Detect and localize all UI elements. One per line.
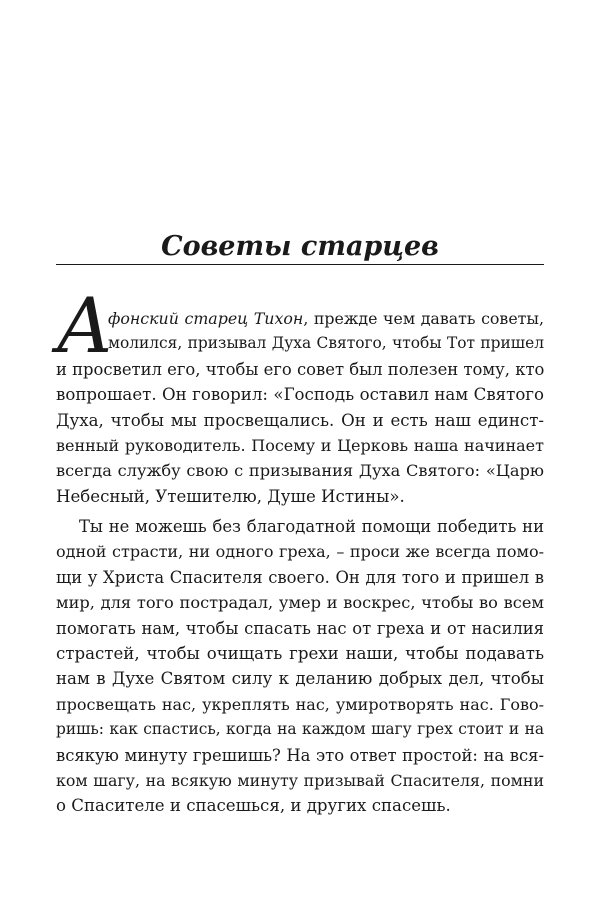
title-underline-rule (56, 264, 544, 265)
paragraph-1-line (56, 306, 544, 331)
section-title: Советы старцев (161, 231, 439, 262)
line-1-rest: , прежде чем давать советы, (303, 309, 545, 328)
paragraph-2-line: щи у Христа Спасителя своего. Он для того и пришел в (56, 567, 544, 587)
paragraph-2-line: просвещать нас, укреплять нас, умиротворять нас. Гово- (56, 694, 544, 714)
paragraph-2-line: помогать нам, чтобы спасать нас от греха и от насилия (56, 618, 544, 638)
paragraph-1-line: вопрошает. Он говорил: «Господь оставил нам Святого (56, 385, 544, 405)
paragraph-2-line: нам в Духе Святом силу к деланию добрых дел, чтобы (56, 669, 544, 689)
drop-cap: А (56, 281, 114, 370)
paragraph-1-line: Небесный, Утешителю, Душе Истины». (56, 486, 405, 506)
paragraph-2-line: ком шагу, на всякую минуту призывай Спасителя, помни (56, 771, 544, 791)
paragraph-1-line: и просветил его, чтобы его совет был полезен тому, кто (56, 359, 545, 379)
paragraph-2-line: одной страсти, ни одного греха, – проси же всегда помо- (56, 542, 544, 562)
paragraph-2-line: о Спасителе и спасешься, и других спасешь. (56, 796, 451, 816)
paragraph-1-line: всегда службу свою с призывания Духа Святого: «Царю (56, 461, 544, 481)
paragraph-1-line: молился, призывал Духа Святого, чтобы Тот пришел (108, 334, 544, 353)
paragraph-2-line: ришь: как спастись, когда на каждом шагу грех стоит и на (56, 720, 544, 739)
paragraph-2 (56, 514, 544, 819)
paragraph-1-line: Духа, чтобы мы просвещались. Он и есть наш единст- (56, 410, 544, 430)
paragraph-1-line: венный руководитель. Посему и Церковь наша начинает (56, 436, 544, 456)
paragraph-2-line: страстей, чтобы очищать грехи наши, чтобы подавать (56, 644, 544, 664)
paragraph-2-line: всякую минуту грешишь? На это ответ простой: на вся- (56, 745, 544, 765)
elder-name-italic: фонский старец Тихон (108, 309, 304, 328)
paragraph-2-line: Ты не можешь без благодатной помощи победить ни (79, 517, 544, 536)
paragraph-1 (56, 306, 544, 509)
paragraph-2-line: мир, для того пострадал, умер и воскрес, чтобы во всем (56, 593, 544, 613)
